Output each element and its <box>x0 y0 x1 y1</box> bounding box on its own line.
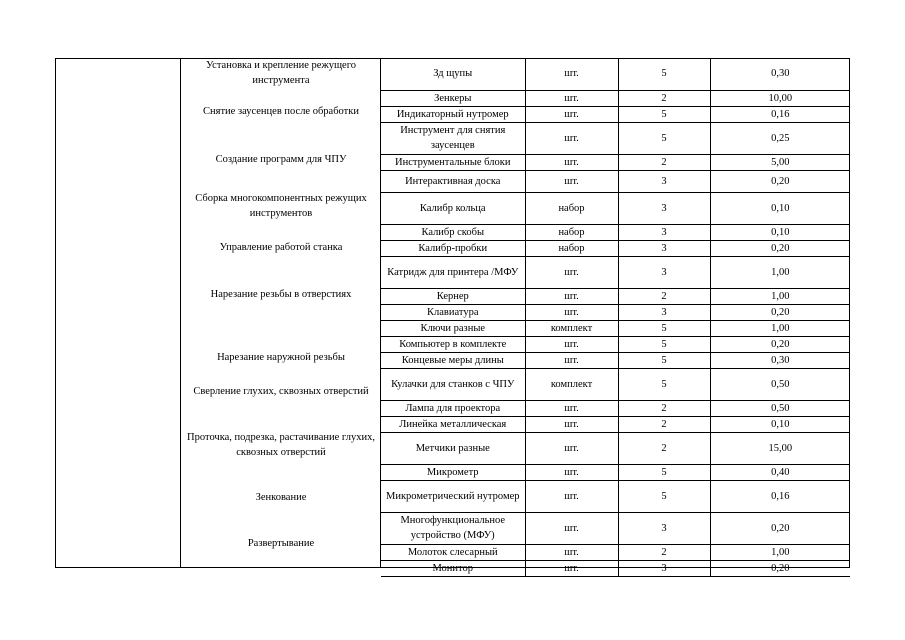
item-name-cell: Концевые меры длины <box>381 352 525 368</box>
table-row <box>381 480 850 512</box>
item-value-cell: 0,16 <box>710 106 850 122</box>
item-value-cell: 0,20 <box>710 170 850 192</box>
item-qty-cell: 2 <box>618 288 710 304</box>
item-value-cell: 0,20 <box>710 304 850 320</box>
item-value-cell: 0,50 <box>710 400 850 416</box>
item-name-cell: Лампа для проектора <box>381 400 525 416</box>
item-qty-cell: 3 <box>618 224 710 240</box>
activity-label: Нарезание резьбы в отверстиях <box>210 289 352 300</box>
item-unit-cell: шт. <box>525 560 618 576</box>
table-row <box>381 400 850 416</box>
item-unit-cell: набор <box>525 240 618 256</box>
item-qty-cell: 3 <box>618 170 710 192</box>
table-row <box>381 560 850 576</box>
item-qty-cell: 2 <box>618 90 710 106</box>
table-row <box>381 432 850 464</box>
item-value-cell: 0,16 <box>710 480 850 512</box>
item-qty-cell: 3 <box>618 560 710 576</box>
item-name-cell: Метчики разные <box>381 432 525 464</box>
item-value-cell: 0,10 <box>710 416 850 432</box>
item-unit-cell: шт. <box>525 544 618 560</box>
item-name-cell: Микрометрический нутромер <box>381 480 525 512</box>
table-row <box>381 288 850 304</box>
items-table-body <box>381 58 850 576</box>
item-name-cell: Молоток слесарный <box>381 544 525 560</box>
item-qty-cell: 5 <box>618 336 710 352</box>
activity-label: Проточка, подрезка, растачивание глухих, сквозных отверстий <box>187 432 375 458</box>
table-row <box>381 154 850 170</box>
item-qty-cell: 5 <box>618 106 710 122</box>
item-name-cell: Калибр скобы <box>381 224 525 240</box>
item-value-cell: 5,00 <box>710 154 850 170</box>
activity-label: Зенкование <box>255 492 307 503</box>
table-row <box>381 122 850 154</box>
item-qty-cell: 5 <box>618 58 710 90</box>
item-qty-cell: 2 <box>618 154 710 170</box>
activity-label: Снятие заусенцев после обработки <box>203 106 359 117</box>
table-row <box>381 90 850 106</box>
item-qty-cell: 3 <box>618 304 710 320</box>
item-value-cell: 0,30 <box>710 352 850 368</box>
activity-label: Нарезание наружной резьбы <box>217 352 345 363</box>
item-unit-cell: набор <box>525 192 618 224</box>
item-unit-cell: шт. <box>525 154 618 170</box>
item-value-cell: 1,00 <box>710 256 850 288</box>
item-unit-cell: комплект <box>525 368 618 400</box>
table-row <box>381 416 850 432</box>
activity-label: Сборка многокомпонентных режущих инструментов <box>195 193 367 219</box>
item-value-cell: 1,00 <box>710 320 850 336</box>
item-value-cell: 0,20 <box>710 560 850 576</box>
item-unit-cell: шт. <box>525 122 618 154</box>
item-name-cell: Клавиатура <box>381 304 525 320</box>
item-unit-cell: шт. <box>525 352 618 368</box>
activity-label: Установка и крепление режущего инструмента <box>205 60 357 86</box>
item-name-cell: Кернер <box>381 288 525 304</box>
item-value-cell: 0,30 <box>710 58 850 90</box>
item-name-cell: Калибр кольца <box>381 192 525 224</box>
item-name-cell: Монитор <box>381 560 525 576</box>
table-row <box>381 368 850 400</box>
item-qty-cell: 5 <box>618 122 710 154</box>
item-name-cell: Микрометр <box>381 464 525 480</box>
items-table <box>381 58 850 577</box>
item-name-cell: Интерактивная доска <box>381 170 525 192</box>
item-unit-cell: шт. <box>525 400 618 416</box>
table-row <box>381 240 850 256</box>
item-qty-cell: 5 <box>618 464 710 480</box>
item-value-cell: 10,00 <box>710 90 850 106</box>
item-unit-cell: шт. <box>525 304 618 320</box>
table-row <box>381 170 850 192</box>
item-qty-cell: 2 <box>618 544 710 560</box>
item-value-cell: 0,50 <box>710 368 850 400</box>
table-row <box>381 320 850 336</box>
item-value-cell: 0,40 <box>710 464 850 480</box>
activity-label: Сверление глухих, сквозных отверстий <box>193 386 369 397</box>
item-unit-cell: шт. <box>525 464 618 480</box>
empty-first-column <box>55 58 181 568</box>
table-row <box>381 352 850 368</box>
item-value-cell: 15,00 <box>710 432 850 464</box>
table-row <box>381 224 850 240</box>
activity-label: Создание программ для ЧПУ <box>215 154 347 165</box>
item-unit-cell: шт. <box>525 432 618 464</box>
item-value-cell: 0,20 <box>710 336 850 352</box>
table-row <box>381 544 850 560</box>
item-unit-cell: шт. <box>525 170 618 192</box>
item-name-cell: Ключи разные <box>381 320 525 336</box>
item-qty-cell: 2 <box>618 432 710 464</box>
item-unit-cell: шт. <box>525 58 618 90</box>
table-row <box>381 512 850 544</box>
item-qty-cell: 3 <box>618 192 710 224</box>
item-unit-cell: набор <box>525 224 618 240</box>
item-unit-cell: шт. <box>525 106 618 122</box>
table-row <box>381 58 850 90</box>
table-row <box>381 336 850 352</box>
item-value-cell: 0,10 <box>710 224 850 240</box>
item-name-cell: Катридж для принтера /МФУ <box>381 256 525 288</box>
item-qty-cell: 5 <box>618 480 710 512</box>
table-row <box>381 192 850 224</box>
item-qty-cell: 3 <box>618 256 710 288</box>
item-name-cell: Зд щупы <box>381 58 525 90</box>
item-name-cell: Индикаторный нутромер <box>381 106 525 122</box>
item-name-cell: Многофункциональное устройство (МФУ) <box>381 512 525 544</box>
item-name-cell: Инструмент для снятия заусенцев <box>381 122 525 154</box>
item-unit-cell: шт. <box>525 256 618 288</box>
item-unit-cell: шт. <box>525 512 618 544</box>
item-value-cell: 0,25 <box>710 122 850 154</box>
item-name-cell: Инструментальные блоки <box>381 154 525 170</box>
item-qty-cell: 5 <box>618 368 710 400</box>
item-name-cell: Зенкеры <box>381 90 525 106</box>
item-qty-cell: 3 <box>618 512 710 544</box>
item-value-cell: 0,20 <box>710 512 850 544</box>
item-value-cell: 0,10 <box>710 192 850 224</box>
item-qty-cell: 2 <box>618 400 710 416</box>
table-row <box>381 304 850 320</box>
item-unit-cell: шт. <box>525 416 618 432</box>
item-name-cell: Компьютер в комплекте <box>381 336 525 352</box>
item-unit-cell: шт. <box>525 288 618 304</box>
item-name-cell: Линейка металлическая <box>381 416 525 432</box>
item-unit-cell: шт. <box>525 480 618 512</box>
item-value-cell: 0,20 <box>710 240 850 256</box>
item-name-cell: Кулачки для станков с ЧПУ <box>381 368 525 400</box>
item-qty-cell: 5 <box>618 352 710 368</box>
item-unit-cell: шт. <box>525 90 618 106</box>
activity-label: Развертывание <box>247 538 315 549</box>
item-qty-cell: 3 <box>618 240 710 256</box>
activity-label: Управление работой станка <box>219 242 343 253</box>
item-unit-cell: комплект <box>525 320 618 336</box>
item-qty-cell: 5 <box>618 320 710 336</box>
item-name-cell: Калибр-пробки <box>381 240 525 256</box>
item-unit-cell: шт. <box>525 336 618 352</box>
item-qty-cell: 2 <box>618 416 710 432</box>
table-row <box>381 256 850 288</box>
item-value-cell: 1,00 <box>710 544 850 560</box>
table-row <box>381 464 850 480</box>
item-value-cell: 1,00 <box>710 288 850 304</box>
table-row <box>381 106 850 122</box>
